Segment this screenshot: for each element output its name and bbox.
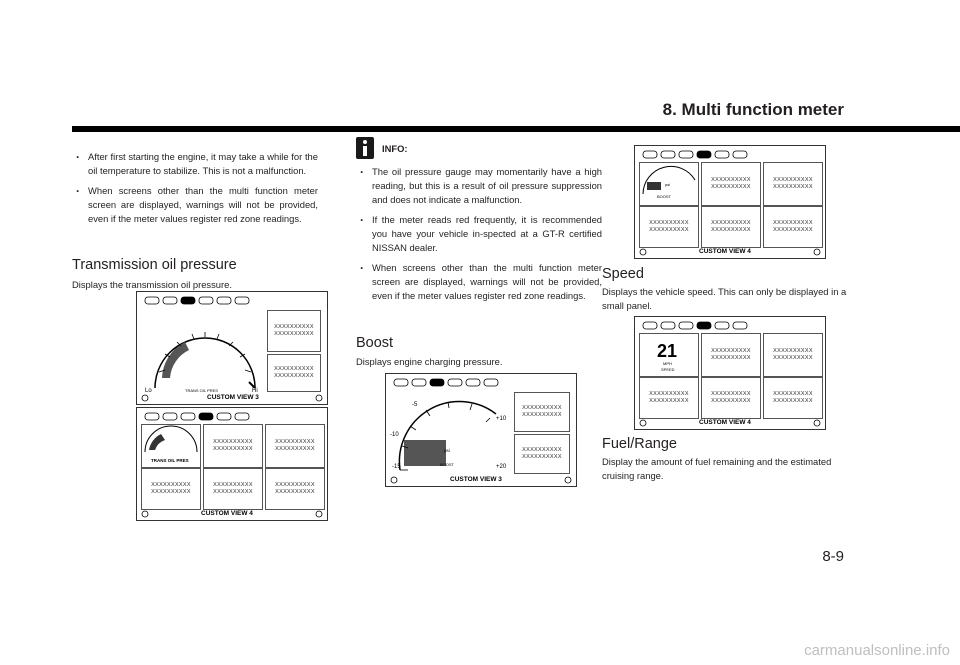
right-arrow-icon[interactable] [814, 420, 820, 426]
boost-label: BOOST [440, 462, 455, 467]
screen-boost-view4 [634, 145, 826, 259]
screen-speed-view4 [634, 316, 826, 430]
section-desc-trans-oil: Displays the transmission oil pressure. [72, 279, 232, 290]
info-cell: XXXXXXXXXX XXXXXXXXXX [267, 310, 321, 352]
speed-value: 21 [657, 341, 678, 361]
section-title-boost: Boost [356, 335, 394, 351]
section-title-speed: Speed [602, 266, 644, 282]
screen-trans-oil-view4 [136, 407, 328, 521]
info-cell: XXXXXXXXXX XXXXXXXXXX [514, 434, 570, 474]
section-desc-fuel: Display the amount of fuel remaining and the estimated cruising range. [602, 456, 832, 481]
boost-tick: -15 [392, 464, 401, 470]
custom-view-label: CUSTOM VIEW 4 [201, 510, 253, 517]
custom-view-label: CUSTOM VIEW 4 [699, 419, 751, 426]
info-cell: XXXXXXXXXX XXXXXXXXXX [701, 377, 761, 419]
screen-boost-view3 [385, 373, 577, 487]
lo-label: Lo [145, 388, 152, 394]
info-cell: XXXXXXXXXX XXXXXXXXXX [265, 468, 325, 510]
tab-row [145, 297, 249, 304]
psi-label: psi [444, 448, 450, 453]
section-desc-speed: Displays the vehicle speed. This can only be displayed in a small panel. [602, 286, 847, 311]
info-cell: XXXXXXXXXX XXXXXXXXXX [763, 162, 823, 206]
info-cell: XXXXXXXXXX XXXXXXXXXX [763, 333, 823, 377]
info-cell: XXXXXXXXXX XXXXXXXXXX [141, 468, 201, 510]
info-cell: XXXXXXXXXX XXXXXXXXXX [763, 377, 823, 419]
speed-cell [639, 333, 699, 377]
custom-view-label: CUSTOM VIEW 4 [699, 248, 751, 255]
info-cell: XXXXXXXXXX XXXXXXXXXX [514, 392, 570, 432]
tab-row [394, 379, 498, 386]
bullet-item: . The oil pressure gauge may momentarily have a high reading, but this is a result of oil pressure suppression and does not indicate a malfunction. [356, 165, 602, 207]
bullet-item: . When screens other than the multi function meter screen are displayed, warnings will not be provided, even if the meter values register red zone readings. [72, 184, 318, 226]
header-title: 8. Multi function meter [662, 100, 844, 119]
column-1 [72, 150, 318, 232]
section-title-fuel: Fuel/Range [602, 436, 677, 452]
bullet-item: . After first starting the engine, it may take a while for the oil temperature to stabilize. This is not a malfunction. [72, 150, 318, 178]
right-arrow-icon[interactable] [565, 477, 571, 483]
screen-trans-oil-view3 [136, 291, 328, 405]
info-cell: XXXXXXXXXX XXXXXXXXXX [701, 333, 761, 377]
info-icon [356, 137, 374, 159]
info-cell: XXXXXXXXXX XXXXXXXXXX [701, 206, 761, 248]
left-arrow-icon[interactable] [142, 395, 148, 401]
custom-view-label: CUSTOM VIEW 3 [207, 394, 259, 401]
info-heading [356, 137, 408, 159]
left-arrow-icon[interactable] [391, 477, 397, 483]
speed-unit: MPH [663, 361, 672, 366]
right-arrow-icon[interactable] [316, 511, 322, 517]
boost-tick: -5 [412, 402, 418, 408]
bullet-item: . If the meter reads red frequently, it is recommended you have your vehicle in-spected at a GT-R certified NISSAN dealer. [356, 213, 602, 255]
boost-tick: +20 [496, 464, 507, 470]
boost-tick: +10 [496, 416, 507, 422]
tab-row [643, 151, 747, 158]
section-title-trans-oil: Transmission oil pressure [72, 257, 237, 273]
column-2 [356, 165, 602, 309]
watermark: carmanualsonline.info [804, 642, 950, 659]
hi-label: Hi [252, 388, 258, 394]
gauge-cell [639, 162, 699, 206]
gauge-cell [141, 424, 201, 468]
psi-label: psi [665, 182, 671, 187]
info-cell: XXXXXXXXXX XXXXXXXXXX [267, 354, 321, 392]
right-arrow-icon[interactable] [814, 249, 820, 255]
right-arrow-icon[interactable] [316, 395, 322, 401]
tab-row [145, 413, 249, 420]
left-arrow-icon[interactable] [142, 511, 148, 517]
info-cell: XXXXXXXXXX XXXXXXXXXX [203, 424, 263, 468]
trans-small-label: TRANS OIL PRES [151, 458, 189, 463]
page-number: 8-9 [822, 548, 844, 565]
info-cell: XXXXXXXXXX XXXXXXXXXX [639, 206, 699, 248]
tab-row [643, 322, 747, 329]
info-cell: XXXXXXXXXX XXXXXXXXXX [265, 424, 325, 468]
left-arrow-icon[interactable] [640, 420, 646, 426]
info-cell: XXXXXXXXXX XXXXXXXXXX [639, 377, 699, 419]
bullet-list [356, 165, 602, 303]
bullet-item: . When screens other than the multi function meter screen are displayed, warnings will not be provided, even if the meter values register red zone readings. [356, 261, 602, 303]
info-cell: XXXXXXXXXX XXXXXXXXXX [763, 206, 823, 248]
left-arrow-icon[interactable] [640, 249, 646, 255]
boost-label: BOOST [657, 194, 672, 199]
info-cell: XXXXXXXXXX XXXXXXXXXX [701, 162, 761, 206]
header-rule [72, 126, 960, 132]
info-label: INFO: [382, 142, 408, 154]
bullet-list [72, 150, 318, 226]
speed-label: SPEED [661, 367, 675, 372]
trans-label: TRANS OIL PRES [185, 388, 218, 393]
boost-tick: -10 [390, 432, 399, 438]
custom-view-label: CUSTOM VIEW 3 [450, 476, 502, 483]
section-desc-boost: Displays engine charging pressure. [356, 356, 503, 367]
info-cell: XXXXXXXXXX XXXXXXXXXX [203, 468, 263, 510]
